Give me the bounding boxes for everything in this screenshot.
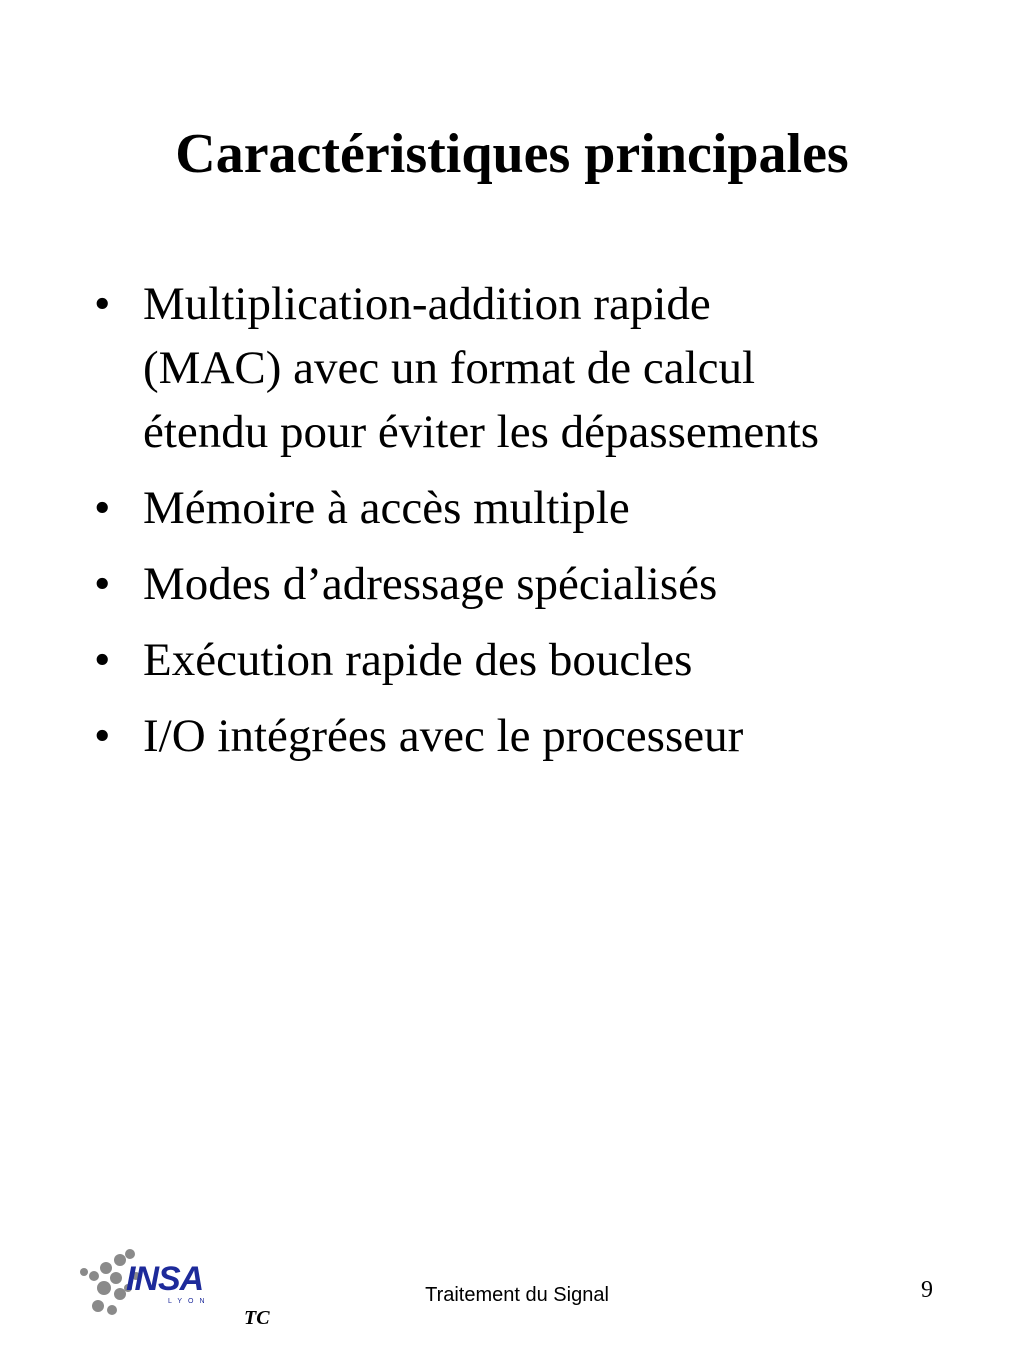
footer-department: TC [244, 1307, 270, 1329]
page-number: 9 [921, 1277, 933, 1303]
bullet-line: étendu pour éviter les dépassements [143, 406, 820, 458]
slide-title: Caractéristiques principales [175, 123, 849, 185]
bullet-marker: • [94, 634, 111, 686]
bullet-marker: • [94, 482, 111, 534]
bullet-item [88, 552, 988, 616]
bullet-marker: • [94, 710, 111, 762]
footer-title: Traitement du Signal [425, 1284, 609, 1306]
bullet-list [88, 272, 988, 780]
bullet-line: I/O intégrées avec le processeur [143, 710, 744, 762]
bullet-line: Mémoire à accès multiple [143, 482, 630, 534]
bullet-marker: • [94, 558, 111, 610]
bullet-item [88, 476, 988, 540]
logo-text: INSA [126, 1260, 204, 1298]
bullet-item [88, 272, 988, 464]
bullet-line: Exécution rapide des boucles [143, 634, 693, 686]
bullet-line: Multiplication-addition rapide [143, 278, 711, 330]
bullet-item [88, 628, 988, 692]
bullet-item [88, 704, 988, 768]
bullet-line: (MAC) avec un format de calcul [143, 342, 756, 394]
bullet-marker: • [94, 278, 111, 330]
bullet-line: Modes d’adressage spécialisés [143, 558, 718, 610]
logo-subtext: LYON [168, 1298, 211, 1305]
